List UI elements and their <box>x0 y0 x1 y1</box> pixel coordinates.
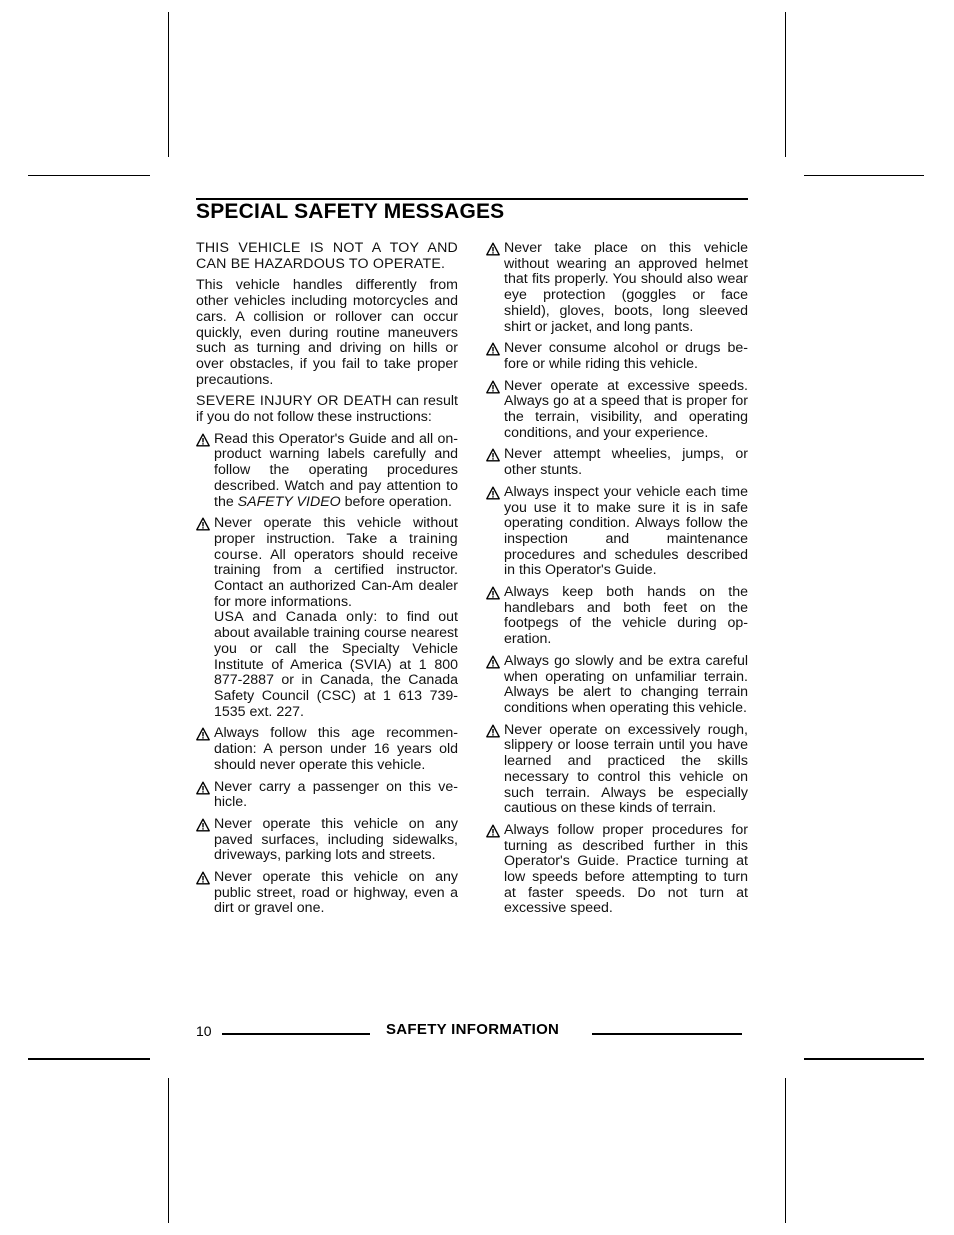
page-footer <box>196 1021 748 1039</box>
warning-triangle-icon <box>486 448 500 462</box>
list-item <box>486 241 748 335</box>
crop-mark-top-right-horizontal <box>804 175 924 176</box>
item-text: Never attempt wheelies, jumps, or other stunts. <box>504 446 748 479</box>
training-course-label: Take a training course. <box>214 530 458 563</box>
list-item <box>486 823 748 917</box>
list-item <box>196 726 458 773</box>
item-text: Always follow this age recommendation: A person under 16 years old should never operate this vehicle. <box>214 725 458 773</box>
item-text: Never operate this vehicle on any paved surfaces, including sidewalks, driveways, parking lots and streets. <box>214 815 458 864</box>
warning-triangle-icon <box>196 433 210 447</box>
list-item <box>486 723 748 817</box>
crop-mark-top-left-vertical <box>168 12 169 157</box>
item-text: Never operate this vehicle without proper instruction. <box>214 515 458 547</box>
list-item <box>486 447 748 478</box>
list-item <box>486 485 748 579</box>
usa-canada-label: USA and Canada only: <box>214 609 378 626</box>
list-item <box>196 432 458 511</box>
item-text: Always go slowly and be extra careful when operating on unfamiliar terrain. Always be alert to changing terrain conditions when operating this vehicle. <box>504 652 748 716</box>
list-item <box>196 516 458 720</box>
list-item <box>196 817 458 864</box>
list-item <box>486 341 748 372</box>
severe-injury-label: SEVERE INJURY OR DEATH <box>196 393 392 410</box>
warning-triangle-icon <box>486 380 500 394</box>
right-column <box>486 241 748 923</box>
warning-triangle-icon <box>196 517 210 531</box>
intro-paragraph: This vehicle handles differently from other vehicles including motorcycles and cars. A collision or rollover can occur quickly, even during routine maneuvers such as turning and driving on hills or over obstacles, if you fail to take proper precautions. <box>196 277 458 388</box>
training-info-subparagraph <box>214 610 458 720</box>
item-text: All operators should receive training from a certified instructor. Contact an authorized Can-Am dealer for more informations. <box>214 546 458 610</box>
item-text: Always keep both hands on the handlebars and both feet on the footpegs of the vehicle during operation. <box>504 584 748 648</box>
warning-triangle-icon <box>486 242 500 256</box>
warning-triangle-icon <box>486 824 500 838</box>
warning-triangle-icon <box>196 871 210 885</box>
item-text: Never carry a passenger on this vehicle. <box>214 778 458 811</box>
left-column <box>196 241 458 923</box>
list-item <box>486 585 748 648</box>
warning-triangle-icon <box>196 818 210 832</box>
severe-injury-paragraph <box>196 394 458 425</box>
item-text: to find out about available training course nearest you or call the Specialty Vehicle Institute of America (SVIA) at 1 800 877-2887 or in Canada, the Canada Safety Council (CSC) at 1 613 739-1535 ext. 227. <box>214 609 458 720</box>
warning-triangle-icon <box>196 727 210 741</box>
list-item <box>486 654 748 717</box>
crop-mark-bottom-right-horizontal <box>804 1058 924 1060</box>
warning-triangle-icon <box>486 655 500 669</box>
item-text: Read this Operator's Guide and all on-product warning labels carefully and follow the operating procedures described. Watch and pay attention to the <box>214 430 458 510</box>
list-item <box>486 379 748 442</box>
footer-rule-right <box>592 1033 742 1035</box>
warning-triangle-icon <box>486 586 500 600</box>
page-title: SPECIAL SAFETY MESSAGES <box>196 200 505 223</box>
crop-mark-top-right-vertical <box>785 12 786 157</box>
warning-triangle-icon <box>486 486 500 500</box>
warning-triangle-icon <box>486 342 500 356</box>
item-text: Never operate on excessively rough, slippery or loose terrain until you have learned and practiced the skills necessary to control this vehicle on such terrain. Always be especially cautious on these kinds of terrain. <box>504 721 748 817</box>
item-text: Never take place on this vehicle without wearing an approved helmet that fits properly. You should also wear eye protection (goggles or face shield), gloves, boots, long sleeved shirt or jacket, and long pants. <box>504 240 748 335</box>
item-text: Always follow proper procedures for turning as described further in this Operator's Guide. Practice turning at low speeds before attempting to turn at faster speeds. Do not turn at excessive speed. <box>504 821 748 917</box>
crop-mark-bottom-left-vertical <box>168 1078 169 1223</box>
footer-rule-left <box>222 1033 370 1035</box>
safety-video-title: SAFETY VIDEO <box>237 493 341 510</box>
item-text: before operation. <box>340 493 452 510</box>
warning-lead: THIS VEHICLE IS NOT A TOY AND CAN BE HAZARDOUS TO OPERATE. <box>196 240 458 272</box>
item-text: Never operate at excessive speeds. Always go at a speed that is proper for the terrain, visibility, and operating conditions, and your experience. <box>504 377 748 441</box>
crop-mark-bottom-left-horizontal <box>28 1058 150 1060</box>
warning-triangle-icon <box>196 781 210 795</box>
list-item <box>196 870 458 917</box>
severe-injury-text: can result if you do not follow these instructions: <box>196 393 458 426</box>
item-text: Never operate this vehicle on any public street, road or highway, even a dirt or gravel one. <box>214 869 458 917</box>
crop-mark-bottom-right-vertical <box>785 1078 786 1223</box>
list-item <box>196 780 458 811</box>
item-text: Always inspect your vehicle each time you use it to make sure it is in safe operating condition. Always follow the inspection and maintenance procedures and schedules described in this Operator's Guide. <box>504 483 748 579</box>
footer-section-title: SAFETY INFORMATION <box>386 1021 560 1038</box>
page-number: 10 <box>196 1023 212 1039</box>
crop-mark-top-left-horizontal <box>28 175 150 176</box>
item-text: Never consume alcohol or drugs before or while riding this vehicle. <box>504 340 748 372</box>
warning-triangle-icon <box>486 724 500 738</box>
